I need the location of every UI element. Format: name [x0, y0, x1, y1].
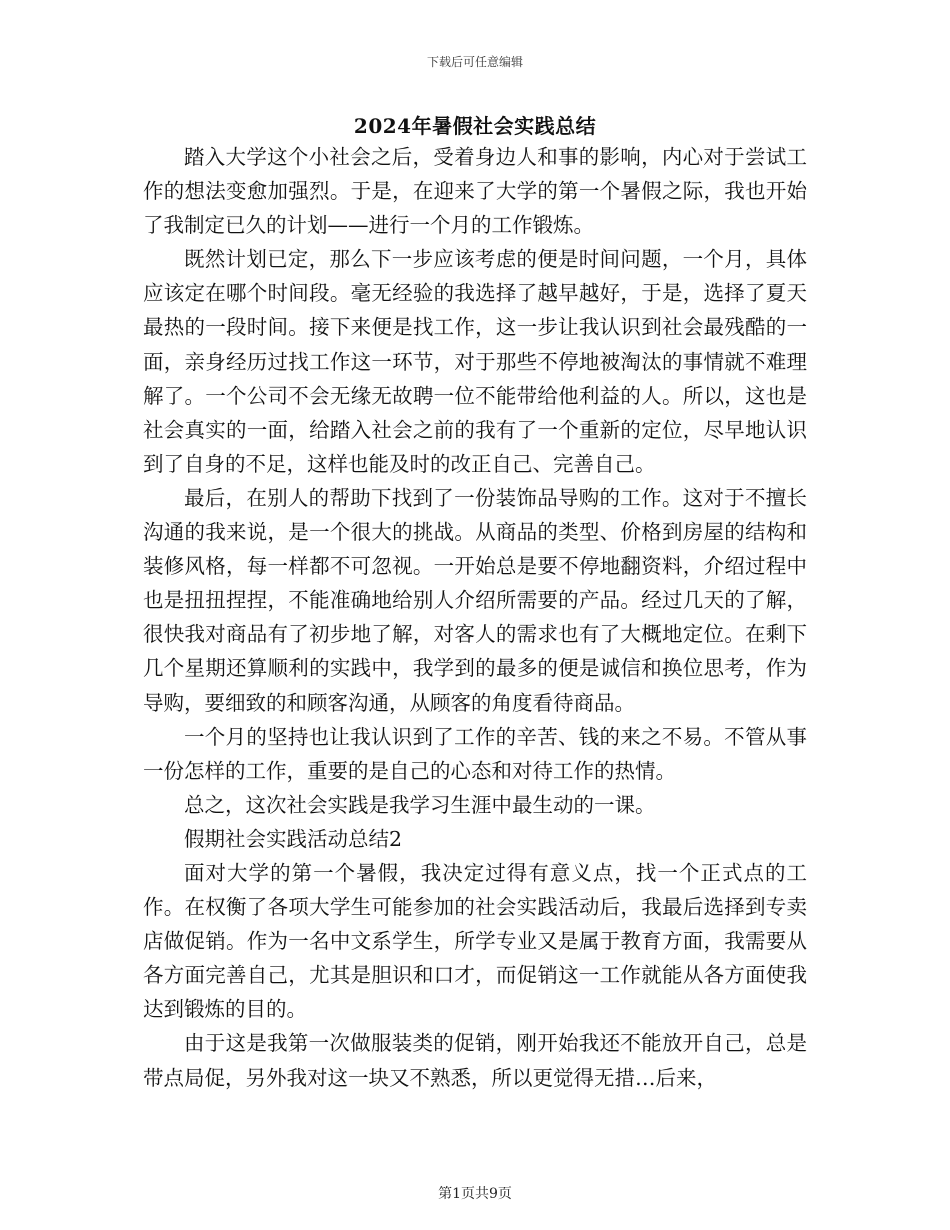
paragraph: 踏入大学这个小社会之后，受着身边人和事的影响，内心对于尝试工作的想法变愈加强烈。于是，在迎来了大学的第一个暑假之际，我也开始了我制定已久的计划——进行一个月的工作锻炼。 [143, 145, 807, 238]
document-body [143, 140, 807, 1095]
page-header: 下载后可任意编辑 [426, 55, 523, 69]
document-title: 2024年暑假社会实践总结 [353, 114, 597, 138]
paragraph: 既然计划已定，那么下一步应该考虑的便是时间问题，一个月，具体应该定在哪个时间段。毫无经验的我选择了越早越好，于是，选择了夏天最热的一段时间。接下来便是找工作，这一步让我认识到社会最残酷的一面，亲身经历过找工作这一环节，对于那些不停地被淘汰的事情就不难理解了。一个公司不会无缘无故聘一位不能带给他利益的人。所以，这也是社会真实的一面，给踏入社会之前的我有了一个重新的定位，尽早地认识到了自身的不足，这样也能及时的改正自己、完善自己。 [143, 247, 807, 476]
paragraph: 由于这是我第一次做服装类的促销，刚开始我还不能放开自己，总是带点局促，另外我对这一块又不熟悉，所以更觉得无措…后来， [143, 1031, 807, 1090]
paragraph: 面对大学的第一个暑假，我决定过得有意义点，找一个正式点的工作。在权衡了各项大学生可能参加的社会实践活动后，我最后选择到专卖店做促销。作为一名中文系学生，所学专业又是属于教育方面，我需要从各方面完善自己，尤其是胆识和口才，而促销这一工作就能从各方面使我达到锻炼的目的。 [143, 860, 807, 1022]
section-heading: 假期社会实践活动总结2 [184, 826, 403, 851]
paragraph: 总之，这次社会实践是我学习生涯中最生动的一课。 [184, 792, 656, 817]
paragraph: 一个月的坚持也让我认识到了工作的辛苦、钱的来之不易。不管从事一份怎样的工作，重要的是自己的心态和对待工作的热情。 [143, 724, 807, 783]
paragraph: 最后，在别人的帮助下找到了一份装饰品导购的工作。这对于不擅长沟通的我来说，是一个很大的挑战。从商品的类型、价格到房屋的结构和装修风格，每一样都不可忽视。一开始总是要不停地翻资料，介绍过程中也是扭扭捏捏，不能准确地给别人介绍所需要的产品。经过几天的了解，很快我对商品有了初步地了解，对客人的需求也有了大概地定位。在剩下几个星期还算顺利的实践中，我学到的最多的便是诚信和换位思考，作为导购，要细致的和顾客沟通，从顾客的角度看待商品。 [143, 485, 807, 715]
page-footer: 第1页共9页 [438, 1186, 512, 1202]
